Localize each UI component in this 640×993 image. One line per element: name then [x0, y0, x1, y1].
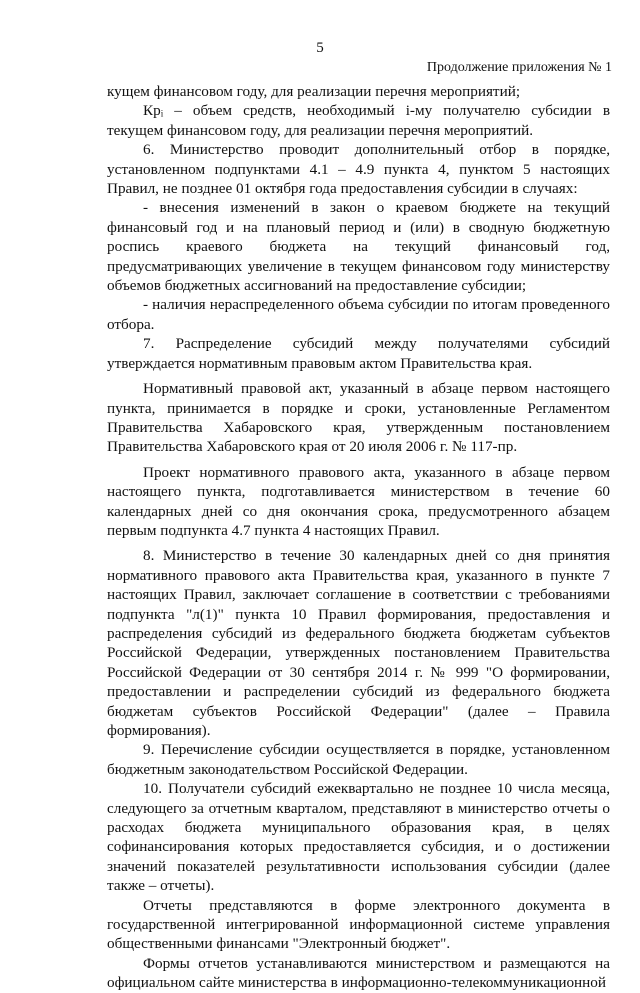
- appendix-continuation-label: Продолжение приложения № 1: [426, 60, 612, 75]
- paragraph: Проект нормативного правового акта, указанного в абзаце первом настоящего пункта, подготавливается министерством в течение 60 календарных дней со дня окончания срока, предусмотренного абзацем первым подпункта 4.7 пункта 4 настоящих Правил.: [107, 463, 610, 539]
- paragraph: Крᵢ – объем средств, необходимый i-му получателю субсидии в текущем финансовом году, для реализации перечня мероприятий.: [107, 102, 610, 139]
- page-number: 5: [316, 40, 324, 56]
- paragraph: 8. Министерство в течение 30 календарных дней со дня принятия нормативного правового акта Правительства края, указанного в пункте 7 настоящих Правил, заключает соглашение в соответствии с требованиями подпункта "л(1)" пункта 10 Правил формирования, предоставления и распределения субсидий из федерального бюджета бюджетам субъектов Российской Федерации, утвержденных постановлением Правительства Российской Федерации от 30 сентября 2014 г. № 999 "О формировании, предоставлении и распределении субсидий из федерального бюджета бюджетам субъектов Российской Федерации" (далее – Правила формирования).: [107, 547, 610, 739]
- paragraph: 10. Получатели субсидий ежеквартально не позднее 10 числа месяца, следующего за отчетным кварталом, представляют в министерство отчеты о расходах бюджета муниципального образования края, в целях софинансирования которых предоставляется субсидия, и о достижении значений показателей результативности использования субсидии (далее также – отчеты).: [107, 780, 610, 895]
- paragraph: - внесения изменений в закон о краевом бюджете на текущий финансовый год и на плановый период и (или) в сводную бюджетную роспись краевого бюджета на текущий финансовый год, предусматривающих увеличение в текущем финансовом году министерству объемов бюджетных ассигнований на предоставление субсидии;: [107, 199, 610, 295]
- paragraph: - наличия нераспределенного объема субсидии по итогам проведенного отбора.: [107, 296, 610, 333]
- paragraph: Отчеты представляются в форме электронного документа в государственной интегрированной информационной системе управления общественными финансами "Электронный бюджет".: [107, 896, 610, 953]
- paragraph: 9. Перечисление субсидии осуществляется в порядке, установленном бюджетным законодательством Российской Федерации.: [107, 741, 610, 778]
- paragraph: 6. Министерство проводит дополнительный отбор в порядке, установленном подпунктами 4.1 – 4.9 пункта 4, пунктом 5 настоящих Правил, не позднее 01 октября года предоставления субсидии в случаях:: [107, 141, 610, 198]
- paragraph: 7. Распределение субсидий между получателями субсидий утверждается нормативным правовым актом Правительства края.: [107, 335, 610, 372]
- document-body: [107, 82, 610, 993]
- paragraph: Формы отчетов устанавливаются министерством и размещаются на официальном сайте министерства в информационно-телекоммуникационной: [107, 954, 610, 992]
- paragraph: кущем финансовом году, для реализации перечня мероприятий;: [107, 83, 521, 100]
- paragraph: Нормативный правовой акт, указанный в абзаце первом настоящего пункта, принимается в порядке и сроки, установленные Регламентом Правительства Хабаровского края, утвержденным постановлением Правительства Хабаровского края от 20 июля 2006 г. № 117-пр.: [107, 380, 610, 456]
